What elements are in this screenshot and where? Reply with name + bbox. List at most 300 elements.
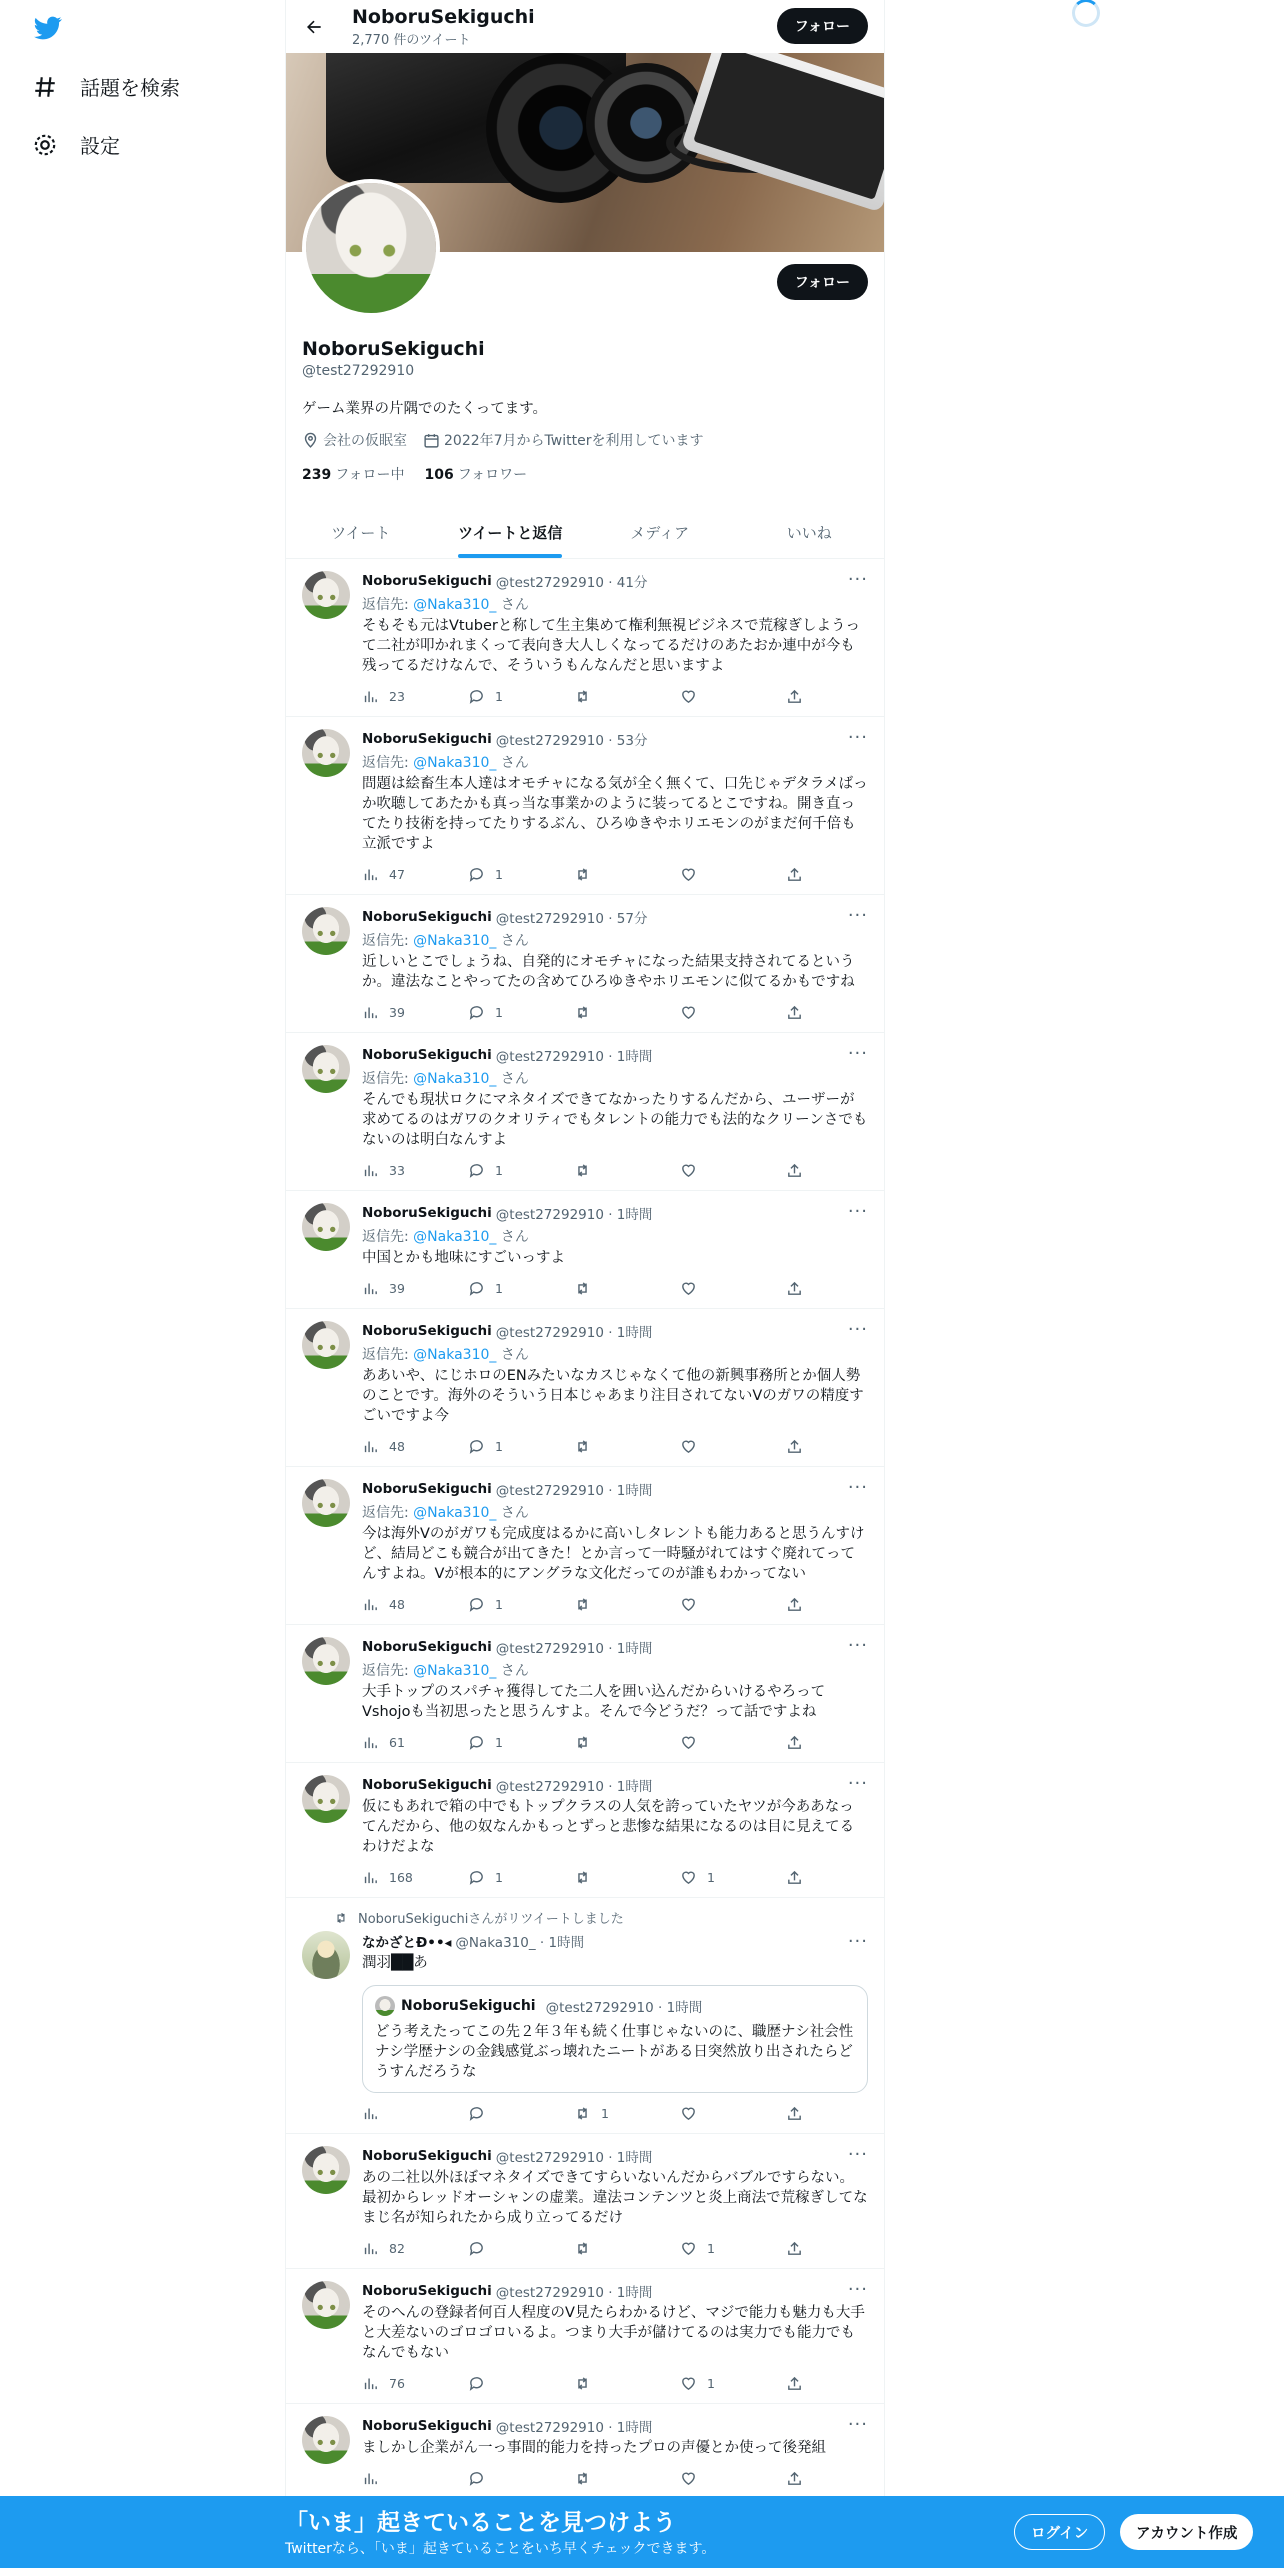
tweet-avatar[interactable] bbox=[302, 907, 350, 955]
quoted-author-name: NoboruSekiguchi bbox=[401, 1998, 536, 2014]
tweet[interactable] bbox=[286, 1763, 884, 1898]
share-button[interactable] bbox=[786, 1438, 803, 1455]
heart-icon bbox=[680, 1869, 697, 1886]
retweet-button[interactable] bbox=[574, 1280, 680, 1297]
reply-button[interactable] bbox=[468, 1004, 574, 1021]
tweet-header bbox=[362, 729, 868, 749]
like-button[interactable] bbox=[680, 2105, 786, 2122]
reply-button[interactable] bbox=[468, 2470, 574, 2487]
reply-context bbox=[362, 1502, 868, 1522]
reply-button[interactable] bbox=[468, 2105, 574, 2122]
reply-context bbox=[362, 1660, 868, 1680]
more-options-icon[interactable]: ··· bbox=[847, 905, 868, 926]
reply-context bbox=[362, 594, 868, 614]
tab-media[interactable]: メディア bbox=[630, 523, 690, 542]
views-count: 47 bbox=[389, 866, 405, 882]
tweet-body bbox=[362, 1321, 868, 1456]
tweet-author-name[interactable]: NoboruSekiguchi bbox=[362, 731, 492, 747]
tweet-author-name[interactable]: NoboruSekiguchi bbox=[362, 909, 492, 925]
reply-mention-link[interactable]: @Naka310_ bbox=[413, 933, 497, 949]
tweet-header bbox=[362, 2281, 868, 2301]
reply-icon bbox=[468, 2105, 485, 2122]
tweet[interactable] bbox=[286, 717, 884, 895]
profile-location-text: 会社の仮眠室 bbox=[323, 433, 407, 449]
retweet-icon bbox=[574, 1596, 591, 1613]
reply-icon bbox=[468, 2470, 485, 2487]
tweet-text: 中国とかも地味にすごいっすよ bbox=[362, 1250, 565, 1266]
reply-suffix: さん bbox=[496, 1071, 529, 1087]
share-icon bbox=[786, 2240, 803, 2257]
tweet[interactable] bbox=[286, 559, 884, 717]
tweet[interactable] bbox=[286, 1467, 884, 1625]
tweet-body bbox=[362, 571, 868, 706]
reply-button[interactable] bbox=[468, 866, 574, 883]
like-button[interactable] bbox=[680, 2240, 786, 2257]
quoted-tweet-header bbox=[375, 1996, 855, 2016]
share-button[interactable] bbox=[786, 2105, 803, 2122]
views-icon bbox=[362, 1438, 379, 1455]
views-icon bbox=[362, 1162, 379, 1179]
retweet-button[interactable] bbox=[574, 1869, 680, 1886]
gear-icon bbox=[32, 132, 58, 158]
tweet-text: 潤羽██あ bbox=[362, 1955, 428, 1971]
tab-likes[interactable]: いいね bbox=[786, 523, 832, 542]
retweet-context bbox=[286, 1898, 884, 1927]
tweet-body bbox=[362, 1045, 868, 1180]
signup-banner-title: 「いま」起きていることを見つけよう bbox=[285, 2510, 676, 2536]
like-count: 1 bbox=[707, 2240, 715, 2256]
tweet-author-name[interactable]: なかざとÐ••◂ bbox=[362, 1935, 452, 1951]
views-button[interactable] bbox=[362, 688, 468, 705]
reply-button[interactable] bbox=[468, 688, 574, 705]
reply-button[interactable] bbox=[468, 1596, 574, 1613]
reply-button[interactable] bbox=[468, 1438, 574, 1455]
tweet[interactable] bbox=[286, 1927, 884, 2133]
tweet-author-name[interactable]: NoboruSekiguchi bbox=[362, 2148, 492, 2164]
retweet-icon bbox=[574, 1734, 591, 1751]
share-button[interactable] bbox=[786, 2470, 803, 2487]
views-icon bbox=[362, 866, 379, 883]
share-icon bbox=[786, 1004, 803, 1021]
more-options-icon[interactable]: ··· bbox=[847, 1477, 868, 1498]
tweet-avatar[interactable] bbox=[302, 1637, 350, 1685]
nav-explore-label: 話題を検索 bbox=[80, 76, 180, 100]
share-button[interactable] bbox=[786, 1869, 803, 1886]
views-count: 82 bbox=[389, 2240, 405, 2256]
more-options-icon[interactable]: ··· bbox=[847, 569, 868, 590]
more-options-icon[interactable]: ··· bbox=[847, 727, 868, 748]
following-link[interactable] bbox=[302, 464, 405, 484]
tweet-actions bbox=[362, 2373, 868, 2393]
reply-prefix: 返信先: bbox=[362, 755, 414, 771]
heart-icon bbox=[680, 866, 697, 883]
following-label: フォロー中 bbox=[335, 467, 405, 483]
reply-context bbox=[362, 1226, 868, 1246]
reply-prefix: 返信先: bbox=[362, 1229, 414, 1245]
tweet-avatar[interactable] bbox=[302, 2416, 350, 2464]
tweet-actions bbox=[362, 2103, 868, 2123]
tweet-author-name[interactable]: NoboruSekiguchi bbox=[362, 573, 492, 589]
retweet-button[interactable] bbox=[574, 1734, 680, 1751]
reply-button[interactable] bbox=[468, 2375, 574, 2392]
tweet-body bbox=[362, 1775, 868, 1887]
tweet-avatar[interactable] bbox=[302, 1203, 350, 1251]
heart-icon bbox=[680, 2470, 697, 2487]
tweet-author-name[interactable]: NoboruSekiguchi bbox=[362, 2418, 492, 2434]
share-icon bbox=[786, 2105, 803, 2122]
retweet-button[interactable] bbox=[574, 2105, 680, 2122]
tweet-author-name[interactable]: NoboruSekiguchi bbox=[362, 1481, 492, 1497]
views-count: 168 bbox=[389, 1869, 413, 1885]
reply-context bbox=[362, 930, 868, 950]
reply-count: 1 bbox=[495, 1280, 503, 1296]
heart-icon bbox=[680, 1162, 697, 1179]
profile-follow-button[interactable]: フォロー bbox=[777, 264, 868, 300]
share-button[interactable] bbox=[786, 1596, 803, 1613]
reply-mention-link[interactable]: @Naka310_ bbox=[413, 1347, 497, 1363]
tweet-author-name[interactable]: NoboruSekiguchi bbox=[362, 1323, 492, 1339]
heart-icon bbox=[680, 2105, 697, 2122]
views-button[interactable] bbox=[362, 1596, 468, 1613]
views-button[interactable] bbox=[362, 2470, 468, 2487]
tweet-author-handle: @test27292910 · 1時間 bbox=[495, 2150, 653, 2166]
tweet-avatar[interactable] bbox=[302, 1775, 350, 1823]
tweet-text: 仮にもあれで箱の中でもトップクラスの人気を誇っていたヤツが今ああなってんだから、他の奴なんかもっとずっと悲惨な結果になるのは目に見えてるわけだよな bbox=[362, 1799, 855, 1855]
header-profile-name: NoboruSekiguchi bbox=[352, 5, 535, 28]
tweet-author-handle: @test27292910 · 1時間 bbox=[495, 1049, 653, 1065]
tweet-author-name[interactable]: NoboruSekiguchi bbox=[362, 1639, 492, 1655]
reply-context bbox=[362, 1344, 868, 1364]
tab-tweets-and-replies[interactable]: ツイートと返信 bbox=[436, 506, 586, 558]
reply-context bbox=[362, 752, 868, 772]
share-button[interactable] bbox=[786, 1280, 803, 1297]
tweet-author-handle: @Naka310_ · 1時間 bbox=[455, 1935, 585, 1951]
more-options-icon[interactable]: ··· bbox=[847, 1043, 868, 1064]
views-button[interactable] bbox=[362, 866, 468, 883]
retweet-count: 1 bbox=[601, 2105, 609, 2121]
more-options-icon[interactable]: ··· bbox=[847, 1319, 868, 1340]
retweet-icon bbox=[574, 1869, 591, 1886]
tweet-author-name[interactable]: NoboruSekiguchi bbox=[362, 1205, 492, 1221]
views-button[interactable] bbox=[362, 1869, 468, 1886]
share-button[interactable] bbox=[786, 866, 803, 883]
retweet-icon bbox=[574, 866, 591, 883]
views-count: 61 bbox=[389, 1734, 405, 1750]
tweet-avatar[interactable] bbox=[302, 571, 350, 619]
more-options-icon[interactable]: ··· bbox=[847, 2279, 868, 2300]
tweet-text: あの二社以外ほぼマネタイズできてすらいないんだからバブルですらない。最初からレッドオーシャンの虚業。違法コンテンツと炎上商法で荒稼ぎしてなまじ名が知られたから成り立ってるだけ bbox=[362, 2170, 868, 2226]
tweet-header bbox=[362, 1479, 868, 1499]
views-count: 23 bbox=[389, 688, 405, 704]
reply-mention-link[interactable]: @Naka310_ bbox=[413, 755, 497, 771]
reply-suffix: さん bbox=[496, 1347, 529, 1363]
reply-suffix: さん bbox=[496, 597, 529, 613]
back-arrow-icon[interactable] bbox=[302, 15, 326, 39]
nav-settings[interactable] bbox=[32, 130, 120, 159]
like-button[interactable] bbox=[680, 1596, 786, 1613]
nav-explore[interactable] bbox=[32, 72, 180, 101]
tweet-avatar[interactable] bbox=[302, 1931, 350, 1979]
loading-spinner-icon bbox=[1072, 0, 1100, 27]
like-button[interactable] bbox=[680, 1734, 786, 1751]
tweet-text: 近しいとこでしょうね、自発的にオモチャになった結果支持されてるというか。違法なことやってたの含めてひろゆきやホリエモンに似てるかもですね bbox=[362, 954, 855, 990]
reply-icon bbox=[468, 1734, 485, 1751]
views-icon bbox=[362, 2375, 379, 2392]
reply-button[interactable] bbox=[468, 1734, 574, 1751]
signup-button[interactable]: アカウント作成 bbox=[1120, 2514, 1253, 2550]
like-button[interactable] bbox=[680, 1004, 786, 1021]
quoted-tweet[interactable] bbox=[362, 1985, 868, 2093]
retweet-item[interactable] bbox=[286, 1898, 884, 2134]
reply-suffix: さん bbox=[496, 1229, 529, 1245]
timeline bbox=[286, 559, 884, 2499]
profile-header-bar bbox=[286, 0, 884, 53]
followers-link[interactable] bbox=[425, 464, 528, 484]
views-count: 39 bbox=[389, 1280, 405, 1296]
tweet-actions bbox=[362, 686, 868, 706]
tweet[interactable] bbox=[286, 1033, 884, 1191]
share-button[interactable] bbox=[786, 2375, 803, 2392]
location-pin-icon bbox=[302, 432, 319, 449]
views-count: 48 bbox=[389, 1596, 405, 1612]
tweet-avatar[interactable] bbox=[302, 2281, 350, 2329]
like-button[interactable] bbox=[680, 866, 786, 883]
like-count: 1 bbox=[707, 1869, 715, 1885]
retweet-icon bbox=[574, 2375, 591, 2392]
tweet-avatar[interactable] bbox=[302, 1479, 350, 1527]
tweet-author-handle: @test27292910 · 1時間 bbox=[495, 1207, 653, 1223]
views-icon bbox=[362, 2105, 379, 2122]
views-button[interactable] bbox=[362, 1162, 468, 1179]
tweet-header bbox=[362, 1203, 868, 1223]
reply-icon bbox=[468, 1438, 485, 1455]
reply-count: 1 bbox=[495, 1596, 503, 1612]
tweet-actions bbox=[362, 1594, 868, 1614]
tweet-actions bbox=[362, 1436, 868, 1456]
reply-mention-link[interactable]: @Naka310_ bbox=[413, 1505, 497, 1521]
profile-tabs bbox=[286, 506, 884, 559]
quoted-avatar bbox=[375, 1996, 395, 2016]
tweet[interactable] bbox=[286, 1625, 884, 1763]
views-button[interactable] bbox=[362, 1280, 468, 1297]
reply-mention-link[interactable]: @Naka310_ bbox=[413, 1071, 497, 1087]
tweet-body bbox=[362, 1637, 868, 1752]
retweet-button[interactable] bbox=[574, 1438, 680, 1455]
views-button[interactable] bbox=[362, 2240, 468, 2257]
share-button[interactable] bbox=[786, 1004, 803, 1021]
tweet-header bbox=[362, 1931, 868, 1951]
views-icon bbox=[362, 1280, 379, 1297]
retweet-icon bbox=[334, 1911, 348, 1925]
reply-count: 1 bbox=[495, 1734, 503, 1750]
tweet-author-handle: @test27292910 · 53分 bbox=[495, 733, 648, 749]
tweet-actions bbox=[362, 864, 868, 884]
tweet-header bbox=[362, 1775, 868, 1795]
tweet-author-handle: @test27292910 · 1時間 bbox=[495, 2420, 653, 2436]
calendar-icon bbox=[423, 432, 440, 449]
like-button[interactable] bbox=[680, 1280, 786, 1297]
share-icon bbox=[786, 688, 803, 705]
retweet-icon bbox=[574, 1004, 591, 1021]
retweet-icon bbox=[574, 2470, 591, 2487]
share-icon bbox=[786, 1438, 803, 1455]
tweet-avatar[interactable] bbox=[302, 1045, 350, 1093]
reply-suffix: さん bbox=[496, 755, 529, 771]
reply-suffix: さん bbox=[496, 933, 529, 949]
signup-banner bbox=[0, 2496, 1284, 2568]
retweet-button[interactable] bbox=[574, 2375, 680, 2392]
views-button[interactable] bbox=[362, 1734, 468, 1751]
retweet-button[interactable] bbox=[574, 1162, 680, 1179]
profile-joined bbox=[423, 430, 703, 450]
tweet-body bbox=[362, 907, 868, 1022]
tweet-author-name[interactable]: NoboruSekiguchi bbox=[362, 1047, 492, 1063]
tweet[interactable] bbox=[286, 2404, 884, 2499]
like-button[interactable] bbox=[680, 688, 786, 705]
reply-icon bbox=[468, 2240, 485, 2257]
reply-mention-link[interactable]: @Naka310_ bbox=[413, 1663, 497, 1679]
header-follow-button[interactable]: フォロー bbox=[777, 8, 868, 44]
retweet-button[interactable] bbox=[574, 2470, 680, 2487]
like-button[interactable] bbox=[680, 1438, 786, 1455]
share-icon bbox=[786, 2375, 803, 2392]
retweet-button[interactable] bbox=[574, 1004, 680, 1021]
followers-label: フォロワー bbox=[457, 467, 528, 483]
profile-actions bbox=[286, 252, 884, 336]
heart-icon bbox=[680, 1280, 697, 1297]
tweet-author-name[interactable]: NoboruSekiguchi bbox=[362, 2283, 492, 2299]
tweet-author-handle: @test27292910 · 57分 bbox=[495, 911, 648, 927]
share-button[interactable] bbox=[786, 688, 803, 705]
tweet-header bbox=[362, 2416, 868, 2436]
tweet-body bbox=[362, 1203, 868, 1298]
views-count: 48 bbox=[389, 1438, 405, 1454]
retweet-button[interactable] bbox=[574, 866, 680, 883]
like-button[interactable] bbox=[680, 1162, 786, 1179]
tweet-header bbox=[362, 1637, 868, 1657]
tweet-text: ましかし企業がん一っ事間的能力を持ったプロの声優とか使って後発組 bbox=[362, 2440, 826, 2456]
tweet-author-handle: @test27292910 · 1時間 bbox=[495, 1325, 653, 1341]
retweet-button[interactable] bbox=[574, 2240, 680, 2257]
share-icon bbox=[786, 1280, 803, 1297]
retweet-icon bbox=[574, 2105, 591, 2122]
reply-icon bbox=[468, 1004, 485, 1021]
tweet-avatar[interactable] bbox=[302, 2146, 350, 2194]
tweet[interactable] bbox=[286, 2134, 884, 2269]
more-options-icon[interactable]: ··· bbox=[847, 2414, 868, 2435]
reply-button[interactable] bbox=[468, 1869, 574, 1886]
share-icon bbox=[786, 1869, 803, 1886]
tweet-author-handle: @test27292910 · 1時間 bbox=[495, 1483, 653, 1499]
tweet-header bbox=[362, 1045, 868, 1065]
share-icon bbox=[786, 2470, 803, 2487]
tab-tweets[interactable]: ツイート bbox=[331, 523, 391, 542]
share-icon bbox=[786, 1596, 803, 1613]
more-options-icon[interactable]: ··· bbox=[847, 1635, 868, 1656]
left-sidebar bbox=[0, 0, 285, 2568]
following-count: 239 bbox=[302, 467, 332, 483]
retweet-button[interactable] bbox=[574, 1596, 680, 1613]
tweet-author-name[interactable]: NoboruSekiguchi bbox=[362, 1777, 492, 1793]
tweet-author-handle: @test27292910 · 1時間 bbox=[495, 2285, 653, 2301]
reply-icon bbox=[468, 2375, 485, 2392]
views-button[interactable] bbox=[362, 1004, 468, 1021]
reply-mention-link[interactable]: @Naka310_ bbox=[413, 1229, 497, 1245]
tweet-text: 問題は絵畜生本人達はオモチャになる気が全く無くて、口先じゃデタラメばっか吹聴してあたかも真っ当な事業かのように装ってるとこですね。開き直ってたり技術を持ってたりするぶん、ひろゆきやホリエモンのがまだ何千倍も立派ですよ bbox=[362, 776, 868, 852]
share-button[interactable] bbox=[786, 1162, 803, 1179]
share-button[interactable] bbox=[786, 2240, 803, 2257]
tweet[interactable] bbox=[286, 2269, 884, 2404]
reply-button[interactable] bbox=[468, 2240, 574, 2257]
tweet-actions bbox=[362, 1867, 868, 1887]
views-icon bbox=[362, 2470, 379, 2487]
reply-prefix: 返信先: bbox=[362, 1663, 414, 1679]
tweet[interactable] bbox=[286, 1309, 884, 1467]
tweet-header bbox=[362, 2146, 868, 2166]
like-button[interactable] bbox=[680, 2470, 786, 2487]
reply-icon bbox=[468, 1596, 485, 1613]
views-button[interactable] bbox=[362, 1438, 468, 1455]
tweet-author-handle: @test27292910 · 41分 bbox=[495, 575, 648, 591]
tweet[interactable] bbox=[286, 895, 884, 1033]
tweet-text: そもそも元はVtuberと称して生主集めて権利無視ビジネスで荒稼ぎしようって二社が叩かれまくって表向き大人しくなってるだけのあたおか連中が今も残ってるだけなんで、そういうもんなんだと思いますよ bbox=[362, 618, 860, 674]
reply-prefix: 返信先: bbox=[362, 1071, 414, 1087]
tweet-actions bbox=[362, 2238, 868, 2258]
views-icon bbox=[362, 1734, 379, 1751]
profile-handle: @test27292910 bbox=[302, 363, 415, 379]
tweet-body bbox=[362, 2281, 868, 2393]
tweet-avatar[interactable] bbox=[302, 1321, 350, 1369]
views-button[interactable] bbox=[362, 2375, 468, 2392]
heart-icon bbox=[680, 1734, 697, 1751]
tweet[interactable] bbox=[286, 1191, 884, 1309]
reply-icon bbox=[468, 1869, 485, 1886]
tweet-avatar[interactable] bbox=[302, 729, 350, 777]
more-options-icon[interactable]: ··· bbox=[847, 1773, 868, 1794]
reply-mention-link[interactable]: @Naka310_ bbox=[413, 597, 497, 613]
login-button[interactable]: ログイン bbox=[1014, 2514, 1105, 2550]
like-button[interactable] bbox=[680, 1869, 786, 1886]
views-count: 33 bbox=[389, 1162, 405, 1178]
like-button[interactable] bbox=[680, 2375, 786, 2392]
reply-count: 1 bbox=[495, 866, 503, 882]
share-icon bbox=[786, 1734, 803, 1751]
retweet-button[interactable] bbox=[574, 688, 680, 705]
more-options-icon[interactable]: ··· bbox=[847, 1931, 868, 1952]
share-icon bbox=[786, 1162, 803, 1179]
tweet-header bbox=[362, 1321, 868, 1341]
reply-count: 1 bbox=[495, 1869, 503, 1885]
profile-bio: ゲーム業界の片隅でのたくってます。 bbox=[302, 401, 548, 417]
followers-count: 106 bbox=[424, 467, 454, 483]
twitter-bird-icon[interactable] bbox=[32, 14, 64, 42]
tweet-header bbox=[362, 907, 868, 927]
reply-button[interactable] bbox=[468, 1162, 574, 1179]
tweet-body bbox=[362, 1931, 868, 2123]
tweet-body bbox=[362, 729, 868, 884]
reply-button[interactable] bbox=[468, 1280, 574, 1297]
tweet-actions bbox=[362, 1278, 868, 1298]
more-options-icon[interactable]: ··· bbox=[847, 2144, 868, 2165]
retweet-icon bbox=[574, 1438, 591, 1455]
tweet-header bbox=[362, 571, 868, 591]
views-icon bbox=[362, 1004, 379, 1021]
share-button[interactable] bbox=[786, 1734, 803, 1751]
views-button[interactable] bbox=[362, 2105, 468, 2122]
retweet-icon bbox=[574, 688, 591, 705]
more-options-icon[interactable]: ··· bbox=[847, 1201, 868, 1222]
profile-info bbox=[286, 338, 884, 484]
